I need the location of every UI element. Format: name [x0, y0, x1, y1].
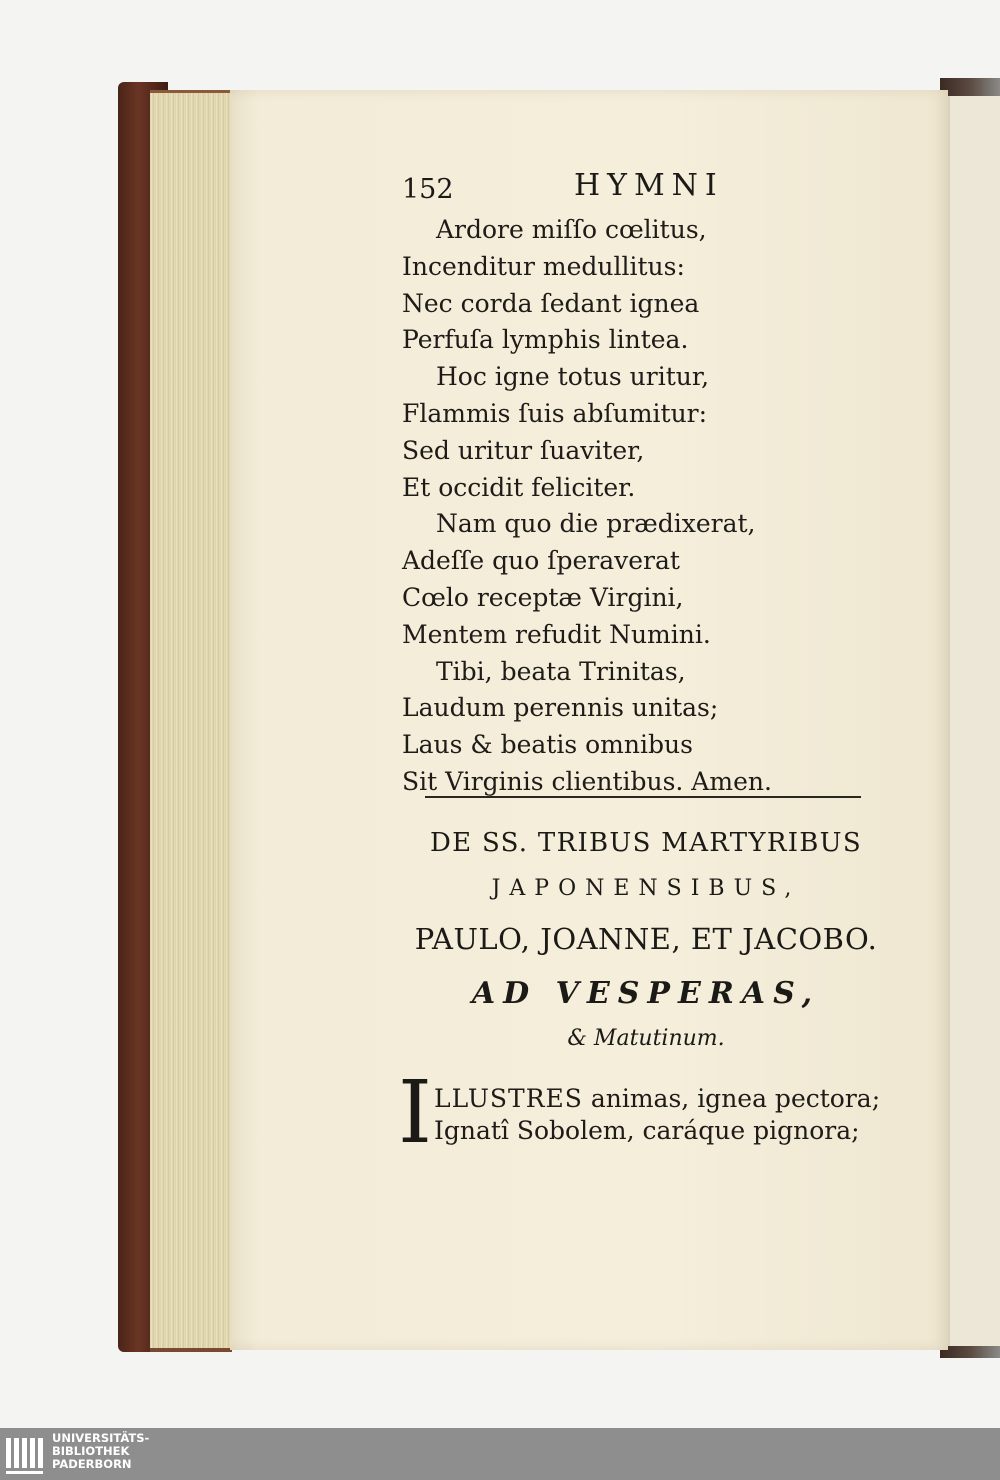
verse-line: Cœlo receptæ Virgini,: [402, 582, 684, 612]
library-footer-bar: [0, 1428, 1000, 1480]
library-logo-icon: [4, 1434, 46, 1476]
library-name: [52, 1432, 149, 1471]
hymn-line-1: [434, 1084, 880, 1113]
verse-line: Ardore miſſo cœlitus,: [436, 215, 707, 244]
section-title-line3: PAULO, JOANNE, ET JACOBO.: [414, 922, 878, 956]
section-title-line4: AD VESPERAS,: [471, 976, 821, 1011]
library-name-line2: BIBLIOTHEK: [52, 1444, 130, 1458]
verse-line: Sed uritur ſuaviter,: [402, 435, 645, 465]
verse-line: Mentem refudit Numini.: [402, 619, 711, 649]
verse-line: Flammis ſuis abſumitur:: [402, 398, 708, 428]
running-header: [402, 168, 882, 208]
running-title: HYMNI: [574, 168, 724, 203]
hymn-line-1-caps: LLUSTRES: [434, 1084, 583, 1113]
section-divider: [425, 796, 861, 798]
verse-line: Laus & beatis omnibus: [402, 730, 693, 760]
section-title-line5: & Matutinum.: [567, 1026, 725, 1051]
verse-line: Nam quo die prædixerat,: [436, 509, 756, 539]
library-name-line3: PADERBORN: [52, 1457, 132, 1471]
hymn-line-2: Ignatî Sobolem, caráque pignora;: [434, 1116, 860, 1145]
hymn-line-1-rest: animas, ignea pectora;: [582, 1084, 881, 1113]
library-name-line1: UNIVERSITÄTS-: [52, 1431, 150, 1445]
verse-line: Et occidit feliciter.: [402, 472, 636, 502]
verse-line: Hoc igne totus uritur,: [436, 362, 710, 392]
drop-cap: I: [398, 1063, 432, 1163]
verse-line: Laudum perennis unitas;: [402, 693, 719, 723]
verse-line: Adeſſe quo ſperaverat: [402, 546, 680, 576]
page-edges: [150, 90, 232, 1352]
verse-line: Nec corda ſedant ignea: [402, 288, 700, 318]
section-title-line2: JAPONENSIBUS,: [491, 876, 801, 901]
page-number: 152: [402, 174, 454, 205]
section-title-line1: DE SS. TRIBUS MARTYRIBUS: [429, 828, 863, 858]
verse-line: Perfuſa lymphis lintea.: [402, 325, 689, 355]
verse-line: Sit Virginis clientibus. Amen.: [402, 766, 772, 796]
verse-line: Tibi, beata Trinitas,: [436, 656, 686, 686]
facing-page: [948, 96, 1000, 1346]
verse-line: Incenditur medullitus:: [402, 251, 685, 281]
verse-block: [402, 212, 882, 801]
